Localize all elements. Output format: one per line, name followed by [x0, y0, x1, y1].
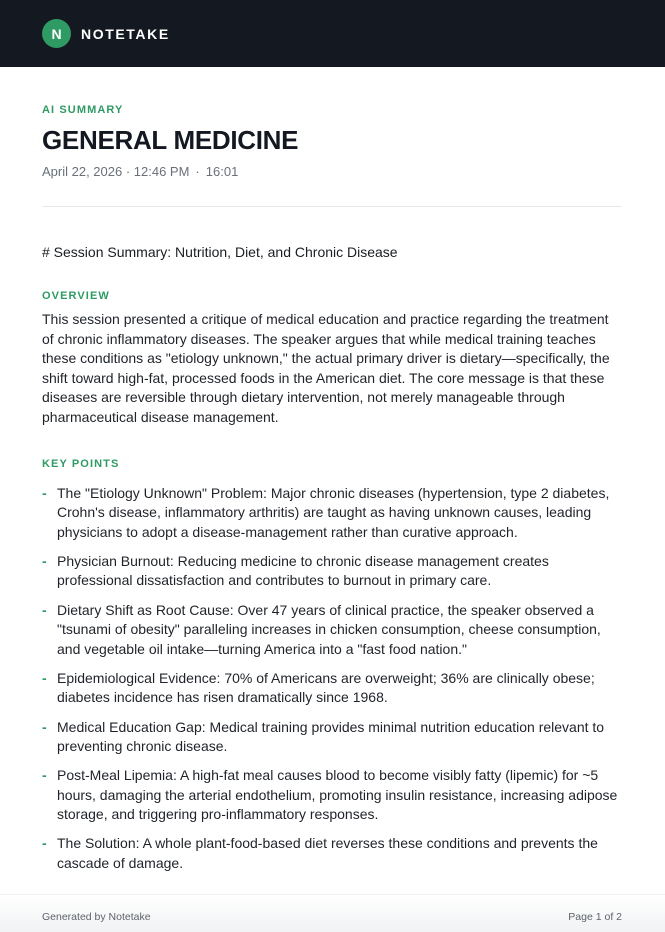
bullet-dash-icon: -: [42, 718, 47, 735]
key-point-item: [42, 484, 622, 543]
generated-by-label: Generated by Notetake: [42, 911, 151, 923]
session-duration: 16:01: [205, 164, 239, 179]
key-point-item: [42, 766, 622, 825]
page-footer: [0, 894, 665, 932]
bullet-dash-icon: -: [42, 552, 47, 569]
bullet-dash-icon: -: [42, 835, 47, 852]
key-point-text: The "Etiology Unknown" Problem: Major chronic diseases (hypertension, type 2 diabetes, Crohn's disease, inflammatory arthritis) are taught as having unknown causes, leading physicians to adopt a disease-management rather than curative approach.: [57, 484, 610, 540]
summary-eyebrow: AI SUMMARY: [42, 104, 124, 116]
key-point-item: [42, 601, 622, 660]
bullet-dash-icon: -: [42, 669, 47, 686]
meta-separator: ·: [195, 164, 200, 179]
notetake-logo-icon: N: [42, 19, 71, 48]
key-point-item: [42, 718, 622, 757]
key-point-text: Physician Burnout: Reducing medicine to chronic disease management creates professional dissatisfaction and contributes to burnout in primary care.: [57, 552, 549, 589]
key-point-text: Epidemiological Evidence: 70% of Americans are overweight; 36% are clinically obese; diabetes incidence has risen dramatically since 1968.: [57, 669, 595, 706]
key-point-text: Dietary Shift as Root Cause: Over 47 years of clinical practice, the speaker observed a "tsunami of obesity" paralleling increases in chicken consumption, cheese consumption, and vegetable oil intake—turning America into a "fast food nation.": [57, 601, 601, 657]
bullet-dash-icon: -: [42, 484, 47, 501]
key-point-item: [42, 834, 622, 873]
overview-label: OVERVIEW: [42, 290, 110, 302]
bullet-dash-icon: -: [42, 601, 47, 618]
key-points-label: KEY POINTS: [42, 457, 120, 470]
overview-paragraph: This session presented a critique of medical education and practice regarding the treatment of chronic inflammatory diseases. The speaker argues that while medical training teaches these conditions as "etiology unknown," the actual primary driver is dietary—specifically, the shift toward high-fat, processed foods in the American diet. The core message is that these diseases are reversible through dietary intervention, not merely manageable through pharmaceutical disease management.: [42, 311, 610, 425]
bullet-dash-icon: -: [42, 767, 47, 784]
page-number: Page 1 of 2: [568, 911, 622, 923]
key-point-text: The Solution: A whole plant-food-based diet reverses these conditions and prevents the cascade of damage.: [57, 835, 598, 872]
key-points-list: [42, 484, 622, 874]
session-date: April 22, 2026 · 12:46 PM: [42, 164, 190, 179]
key-point-text: Post-Meal Lipemia: A high-fat meal causes blood to become visibly fatty (lipemic) for ~5 hours, damaging the arterial endothelium, promoting insulin resistance, increasing adipose storage, and triggering pro-inflammatory responses.: [57, 767, 618, 823]
key-point-item: [42, 552, 622, 591]
header-divider: [42, 206, 622, 207]
page-title: GENERAL MEDICINE: [42, 125, 299, 155]
document-meta: [42, 164, 622, 179]
session-summary-heading: # Session Summary: Nutrition, Diet, and Chronic Disease: [42, 244, 398, 260]
top-bar: [0, 0, 665, 67]
brand-name: NOTETAKE: [81, 25, 170, 42]
key-point-item: [42, 669, 622, 708]
document-body: [42, 67, 622, 883]
key-point-text: Medical Education Gap: Medical training provides minimal nutrition education relevant to preventing chronic disease.: [57, 718, 605, 755]
